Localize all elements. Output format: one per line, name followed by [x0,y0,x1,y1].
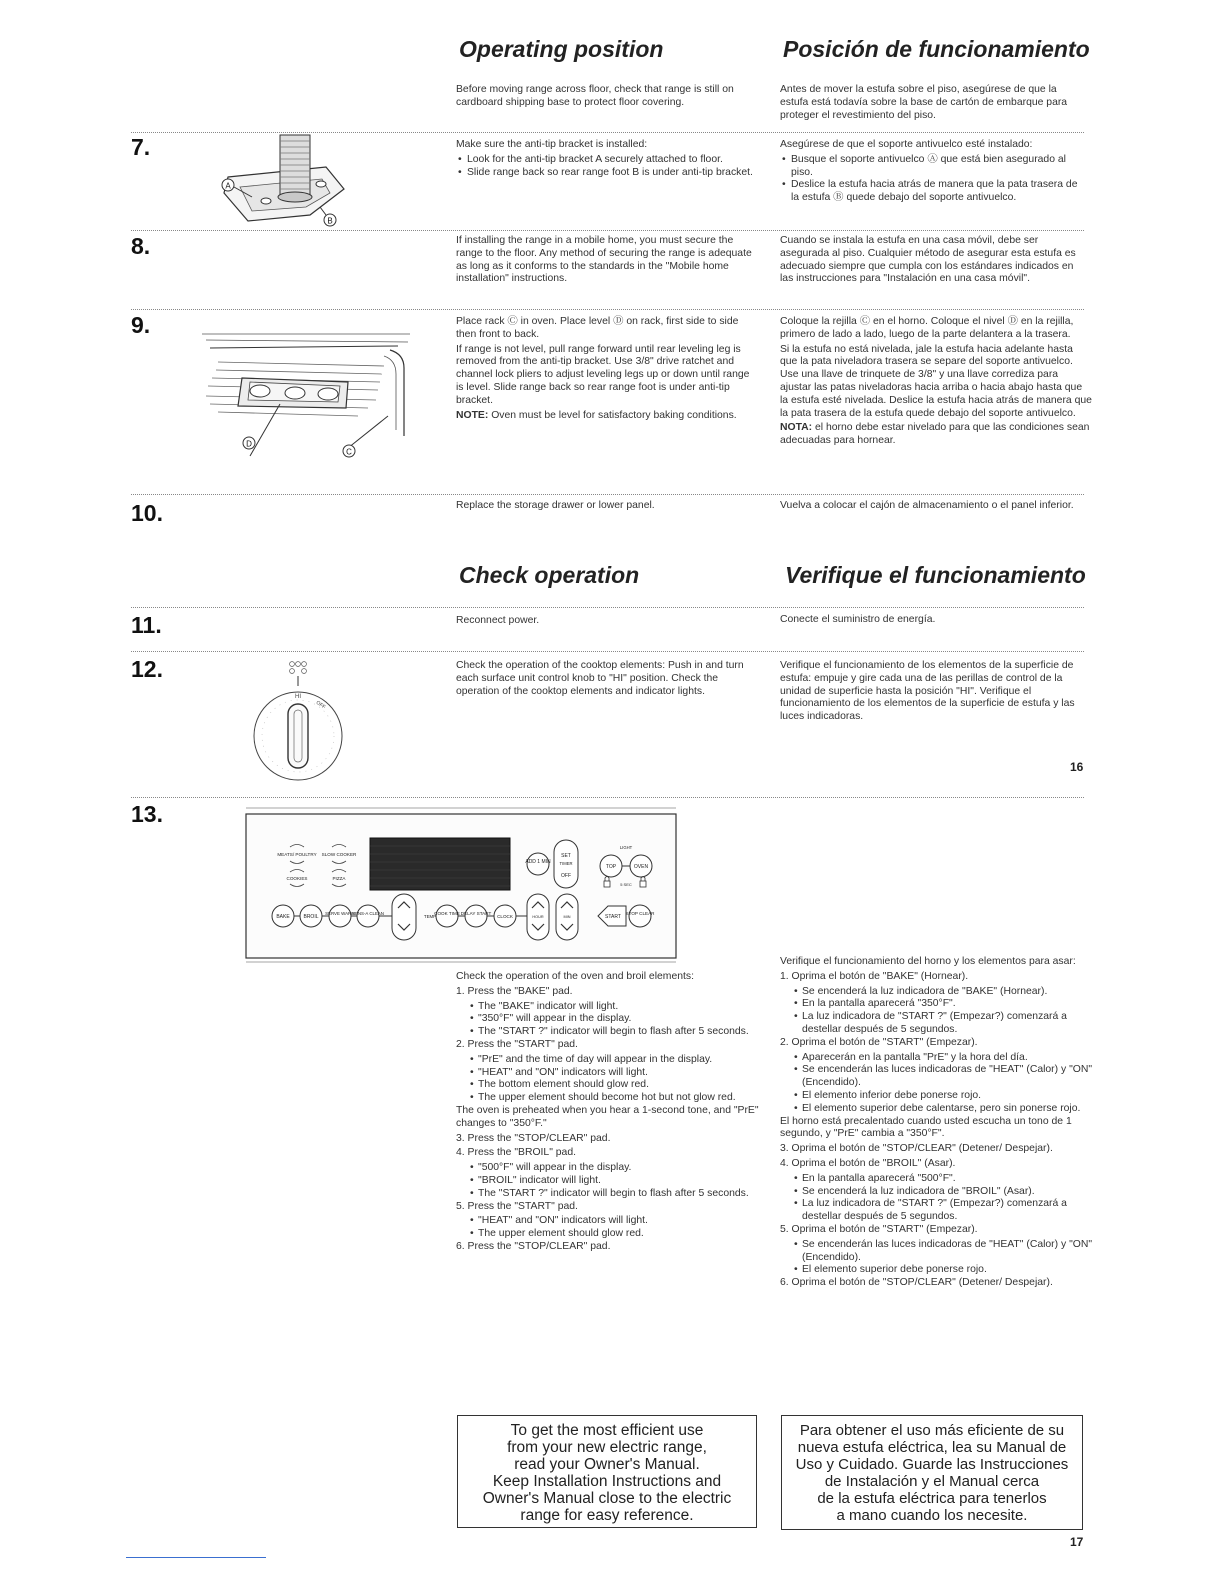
anti-tip-bracket-illustration [218,133,358,231]
step9-es [780,316,1092,450]
timer-label: TIMER [559,861,573,866]
control-panel-illustration [240,806,686,966]
pizza-label: PIZZA [332,876,346,881]
section-title-check-es: Verifique el funcionamiento [785,562,1086,588]
top-light-label: TOP [605,864,617,870]
callout-line: Keep Installation Instructions and [492,1473,722,1490]
knob-hi-label: HI [295,694,301,700]
serve-warm-label: SERVE WARM [325,911,355,916]
hour-label: HOUR [532,915,544,919]
step7-en-bullet: • Slide range back so rear range foot B is under anti-tip bracket. [456,167,756,180]
add-one-min-label: ADD 1 MIN [525,859,551,865]
step7-es-intro: Asegúrese de que el soporte antivuelco esté instalado: [780,139,1033,150]
divider [131,230,1084,231]
set-label: SET [561,853,571,859]
start-label: START [605,914,621,920]
callout-line: Uso y Cuidado. Guarde las Instrucciones [795,1456,1069,1473]
callout-line: range for easy reference. [520,1507,694,1524]
callout-line: read your Owner's Manual. [514,1456,700,1473]
label-c: C [346,447,352,457]
step13-es-subitem: • El elemento superior debe ponerse rojo. [794,1264,1094,1277]
step-number-12: 12. [131,656,163,682]
step9-en-note [456,410,756,423]
step13-es-item: 4. Oprima el botón de "BROIL" (Asar). [780,1157,956,1169]
divider [131,309,1084,310]
step13-en-item: 1. Press the "BAKE" pad. [456,985,573,997]
step13-en-subitem: • The upper element should glow red. [470,1228,761,1241]
step9-en-p2: If range is not level, pull range forward until rear leveling leg is removed from the anti-tip bracket. Use 3/8" drive ratchet and channel lock pliers to adjust leveling legs up or down until range is level. Slide range back so rear range foot is under anti-tip bracket. [456,343,750,406]
step13-es-subitem: • El elemento inferior debe ponerse rojo. [794,1090,1094,1103]
step-number-7: 7. [131,134,151,160]
callout-line: To get the most efficient use [510,1422,704,1439]
step13-es-subitem: • Se encenderán las luces indicadoras de "HEAT" (Calor) y "ON" (Encendido). [794,1239,1094,1265]
divider [131,607,1084,608]
step13-en-subitem: • The "START ?" indicator will begin to flash after 5 seconds. [470,1188,761,1201]
callout-line: a mano cuando los necesite. [836,1507,1028,1524]
callout-line: de la estufa eléctrica para tenerlos [817,1490,1047,1507]
light-label: LIGHT [619,845,633,850]
step13-en-item: 5. Press the "START" pad. [456,1200,578,1212]
step13-es [780,956,1094,1292]
step13-es-subitem: • Se encenderán las luces indicadoras de "HEAT" (Calor) y "ON" (Encendido). [794,1064,1094,1090]
sens-a-clean-label: SENS-A CLEAN [352,911,384,916]
step13-es-item: 2. Oprima el botón de "START" (Empezar). [780,1036,978,1048]
step13-es-subitem: • La luz indicadora de "START ?" (Empezar?) comenzará a destellar después de 5 segundos. [794,1011,1094,1037]
step9-es-p1: Coloque la rejilla Ⓒ en el horno. Coloque el nivel Ⓓ en la rejilla, primero de lado a lado, luego de la parte delantera a la trasera. [780,316,1074,340]
step13-en-item: 2. Press the "START" pad. [456,1038,578,1050]
step-number-13: 13. [131,801,163,827]
divider [131,494,1084,495]
step11-en: Reconnect power. [456,615,540,626]
divider [131,651,1084,652]
step9-en [456,316,756,424]
step9-es-note [780,422,1092,448]
step9-es-p2: Si la estufa no está nivelada, jale la estufa hacia adelante hasta que la pata niveladora trasera se separe del soporte antivuelco. Use una llave de trinquete de 3/8" y una llave corrediza para ajustar las patas niveladoras hacia arriba o hacia abajo hasta que la estufa esté nivelada. Deslice la estufa hacia atrás de manera que la pata trasera de la estufa quede debajo del soporte antivuelco. [780,343,1092,419]
step13-en-item: 6. Press the "STOP/CLEAR" pad. [456,1240,611,1252]
callout-line: Para obtener el uso más eficiente de su [799,1422,1065,1439]
timer-off-label: OFF [561,873,571,879]
page-number-17: 17 [1070,1535,1084,1549]
step9-en-p1: Place rack Ⓒ in oven. Place level Ⓓ on rack, first side to side then front to back. [456,316,739,340]
step7-en-intro: Make sure the anti-tip bracket is installed: [456,139,648,150]
delay-start-label: DELAY START [460,911,492,916]
step13-es-item: 6. Oprima el botón de "STOP/CLEAR" (Detener/ Despejar). [780,1277,1053,1289]
callout-line: Owner's Manual close to the electric [482,1490,732,1507]
section-title-operating-es: Posición de funcionamiento [783,36,1090,62]
oven-light-label: OVEN [633,864,649,870]
bake-label: BAKE [276,914,290,920]
step-number-9: 9. [131,312,151,338]
step13-en [456,971,761,1256]
section-title-check-en: Check operation [459,562,640,588]
footer-rule [126,1557,266,1558]
step10-en: Replace the storage drawer or lower panel. [456,500,655,511]
step13-es-subitem: • Aparecerán en la pantalla "PrE" y la hora del día. [794,1052,1094,1065]
five-sec-label: 5 SEC [620,882,632,887]
step13-en-subitem: • "BROIL" indicator will light. [470,1175,761,1188]
clock-label: CLOCK [497,914,513,919]
step10-es: Vuelva a colocar el cajón de almacenamiento o el panel inferior. [780,500,1074,511]
step13-en-intro: Check the operation of the oven and broil elements: [456,971,694,982]
step13-en-subitem: • "HEAT" and "ON" indicators will light. [470,1067,761,1080]
knob-off-label: OFF [314,699,327,711]
step13-es-subitem: • La luz indicadora de "START ?" (Empezar?) comenzará a destellar después de 5 segundos. [794,1198,1094,1224]
step-number-10: 10. [131,500,163,526]
step13-en-subitem: • "HEAT" and "ON" indicators will light. [470,1215,761,1228]
step13-es-item: 1. Oprima el botón de "BAKE" (Hornear). [780,970,969,982]
step13-es-item: 5. Oprima el botón de "START" (Empezar). [780,1223,978,1235]
label-d: D [246,439,252,449]
step13-en-preheat: The oven is preheated when you hear a 1-second tone, and "PrE" changes to "350°F." [456,1104,759,1129]
step13-es-subitem: • En la pantalla aparecerá "350°F". [794,998,1094,1011]
step13-en-subitem: • "500°F" will appear in the display. [470,1162,761,1175]
step7-en [456,139,756,179]
broil-label: BROIL [303,914,319,920]
step13-en-subitem: • The upper element should become hot but not glow red. [470,1092,761,1105]
cookies-label: COOKIES [286,876,308,881]
step13-es-subitem: • En la pantalla aparecerá "500°F". [794,1173,1094,1186]
callout-line: de Instalación y el Manual cerca [824,1473,1040,1490]
step7-es-bullet: • Deslice la estufa hacia atrás de manera que la pata trasera de la estufa Ⓑ quede debajo del soporte antivuelco. [780,179,1080,205]
step8-en: If installing the range in a mobile home, you must secure the range to the floor. Any method of securing the range is adequate as long as it conforms to the standards in the "Mobile home installation" instructions. [456,235,752,285]
intro-en: Before moving range across floor, check that range is still on cardboard shipping base to protect floor covering. [456,84,734,108]
step13-es-item: 3. Oprima el botón de "STOP/CLEAR" (Detener/ Despejar). [780,1143,1053,1155]
lock-icon [604,881,610,887]
stop-clear-label: STOP CLEAR [625,911,655,916]
step13-es-intro: Verifique el funcionamiento del horno y los elementos para asar: [780,956,1076,967]
step7-es-bullet: • Busque el soporte antivuelco Ⓐ que está bien asegurado al piso. [780,154,1080,180]
step-number-8: 8. [131,233,151,259]
step8-es: Cuando se instala la estufa en una casa móvil, debe ser asegurada al piso. Cualquier método de asegurar esta estufa es adecuado siempre que cumpla con los estándares indicados en las instrucciones para "Instalación en una casa móvil". [780,235,1076,285]
note-label: NOTE: [456,409,489,421]
lock-icon [640,881,646,887]
step13-en-item: 3. Press the "STOP/CLEAR" pad. [456,1132,611,1144]
callout-line: nueva estufa eléctrica, lea su Manual de [797,1439,1067,1456]
callout-line: from your new electric range, [507,1439,707,1456]
surface-knob-illustration [252,660,348,790]
slow-cooker-label: SLOW COOKER [321,852,357,857]
section-title-operating-en: Operating position [459,36,664,62]
step13-en-subitem: • The "START ?" indicator will begin to flash after 5 seconds. [470,1026,761,1039]
min-label: MIN [563,915,571,919]
oven-rack-level-illustration [198,320,413,462]
intro-es: Antes de mover la estufa sobre el piso, asegúrese de que la estufa está todavía sobre la base de cartón de embarque para proteger el revestimiento del piso. [780,84,1068,121]
divider [131,797,1084,798]
step12-es: Verifique el funcionamiento de los elementos de la superficie de estufa: empuje y gire cada una de las perillas de control de la unidad de superficie hasta la posición "HI". Verifique el funcionamiento de los elementos de la superficie de estufa y las luces indicadoras. [780,660,1075,723]
step13-es-subitem: • El elemento superior debe calentarse, pero sin ponerse rojo. [794,1103,1094,1116]
page-number-16: 16 [1070,760,1084,774]
label-a: A [225,181,231,191]
step13-en-subitem: • The "BAKE" indicator will light. [470,1001,761,1014]
note-label: NOTA: [780,422,813,434]
step11-es: Conecte el suministro de energía. [780,614,936,625]
step13-es-preheat: El horno está precalentado cuando usted escucha un tono de 1 segundo, y "PrE" cambia a "350°F". [780,1115,1072,1140]
cook-time-label: COOK TIME [434,911,460,916]
step13-en-item: 4. Press the "BROIL" pad. [456,1147,576,1159]
step13-en-subitem: • The bottom element should glow red. [470,1079,761,1092]
step13-en-subitem: • "PrE" and the time of day will appear in the display. [470,1054,761,1067]
note-text: Oven must be level for satisfactory baking conditions. [488,409,737,421]
step12-en: Check the operation of the cooktop elements: Push in and turn each surface unit control knob to "HI" position. Check the operation of the cooktop elements and indicator lights. [456,660,744,697]
owners-manual-callout-en [457,1415,757,1528]
note-text: el horno debe estar nivelado para que las condiciones sean adecuadas para hornear. [780,422,1090,447]
step13-es-subitem: • Se encenderá la luz indicadora de "BROIL" (Asar). [794,1186,1094,1199]
step-number-11: 11. [131,612,162,638]
step7-en-bullet: • Look for the anti-tip bracket A securely attached to floor. [456,154,756,167]
step13-en-subitem: • "350°F" will appear in the display. [470,1013,761,1026]
step7-es [780,139,1080,205]
step13-es-subitem: • Se encenderá la luz indicadora de "BAKE" (Hornear). [794,986,1094,999]
meats-poultry-label: MEATS/ POULTRY [277,852,317,857]
owners-manual-callout-es [781,1415,1083,1530]
label-b: B [327,216,333,226]
temp-label: TEMP [423,914,437,919]
